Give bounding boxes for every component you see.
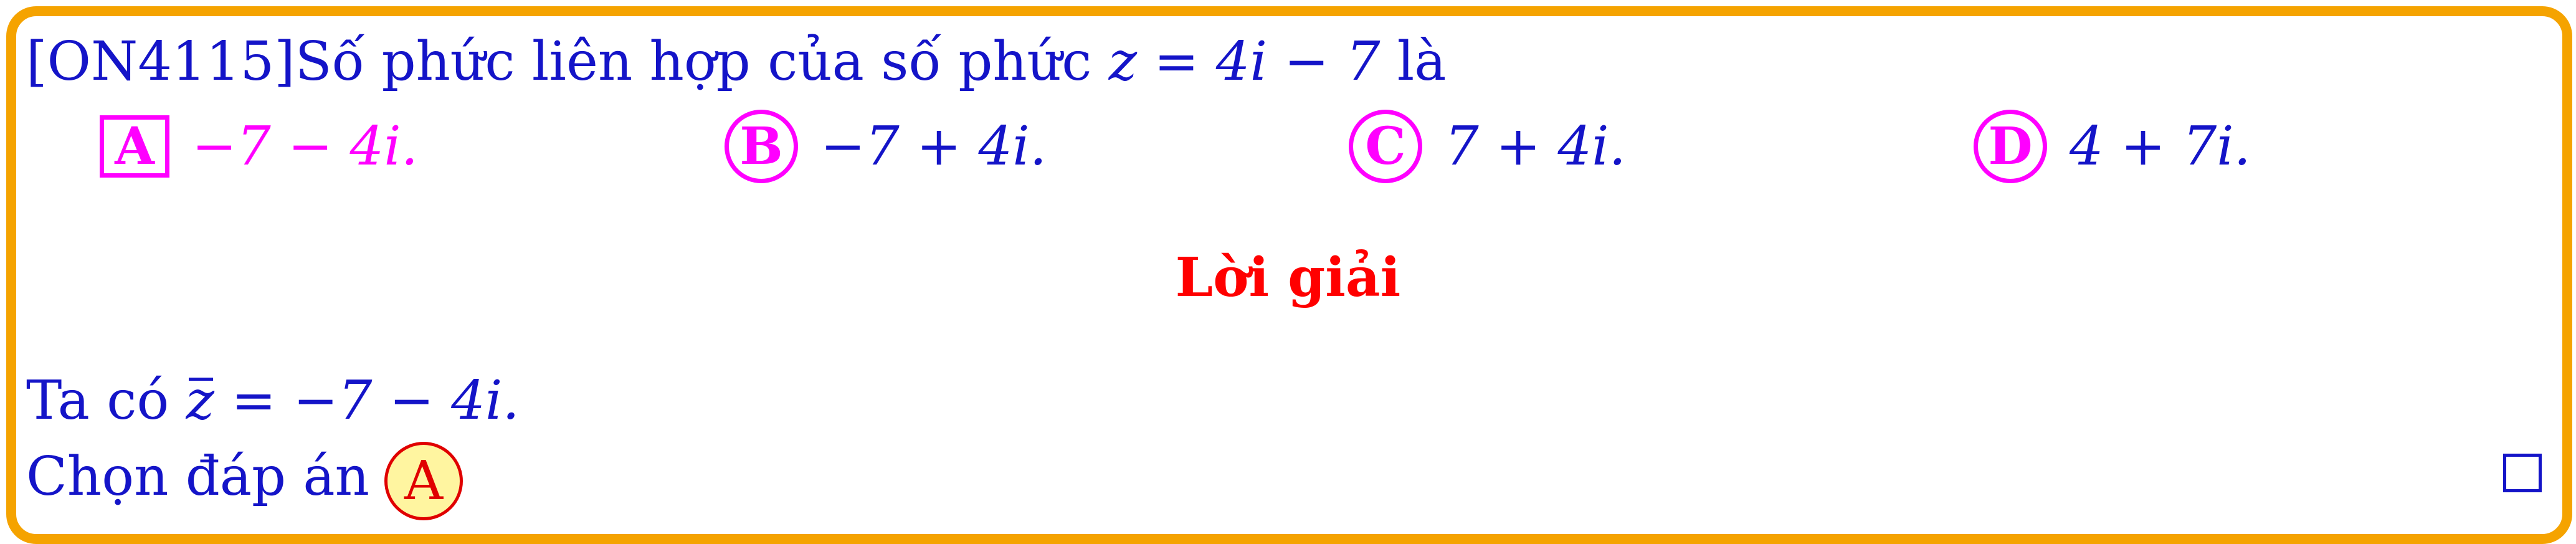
qed-square-icon bbox=[2503, 454, 2542, 492]
solution-line-2 bbox=[26, 437, 463, 520]
option-d-value: 4 + 7i. bbox=[2070, 115, 2251, 178]
option-d[interactable] bbox=[1974, 112, 2251, 181]
choose-answer-text: Chọn đáp án bbox=[26, 446, 370, 508]
option-c[interactable] bbox=[1349, 112, 1626, 181]
conjugate-z: z bbox=[186, 370, 214, 432]
option-a[interactable] bbox=[100, 112, 418, 181]
solution-line-1 bbox=[26, 370, 520, 432]
option-a-value: −7 − 4i. bbox=[192, 115, 419, 178]
option-b-value: −7 + 4i. bbox=[820, 115, 1047, 178]
solution-heading: Lời giải bbox=[1175, 246, 1401, 309]
question-expression: z = 4i − 7 bbox=[1108, 31, 1381, 93]
option-c-value: 7 + 4i. bbox=[1445, 115, 1627, 178]
question-suffix: là bbox=[1397, 31, 1447, 93]
question-id: [ON4115] bbox=[26, 31, 295, 93]
solution-prefix: Ta có bbox=[26, 370, 169, 432]
option-d-badge: D bbox=[1974, 110, 2047, 183]
option-b-badge: B bbox=[725, 110, 798, 183]
option-c-badge: C bbox=[1349, 110, 1422, 183]
question-text: Số phức liên hợp của số phức bbox=[295, 31, 1092, 93]
question-line bbox=[26, 31, 1447, 93]
solution-result: = −7 − 4i. bbox=[231, 370, 520, 432]
option-b[interactable] bbox=[725, 112, 1047, 181]
option-a-badge: A bbox=[100, 115, 169, 178]
chosen-answer-badge: A bbox=[384, 442, 463, 520]
